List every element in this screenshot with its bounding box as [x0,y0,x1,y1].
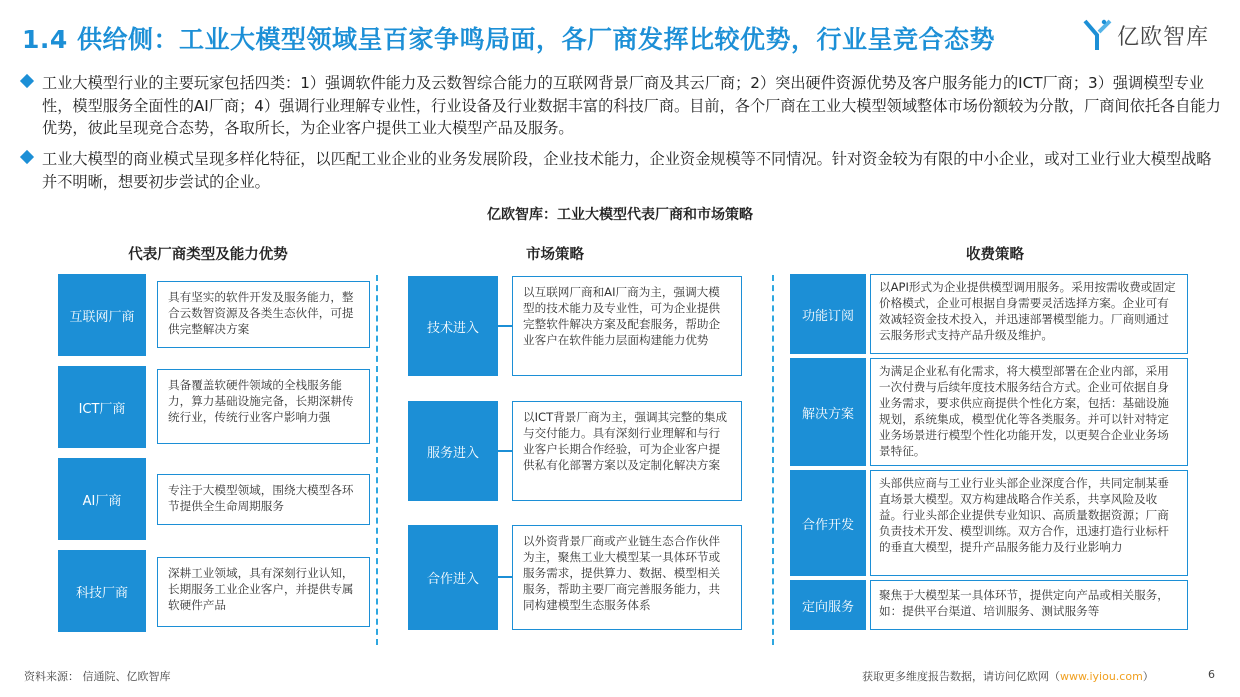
market-label-service-entry: 服务进入 [408,401,498,501]
website-link[interactable]: www.iyiou.com [1060,670,1143,683]
page-title: 1.4 供给侧：工业大模型领域呈百家争鸣局面，各厂商发挥比较优势，行业呈竞合态势 [22,25,995,54]
market-desc-service-entry: 以ICT背景厂商为主，强调其完整的集成与交付能力。具有深刻行业理解和与行业客户长期合作经验，可为企业客户提供私有化部署方案以及定制化解决方案 [512,401,742,501]
vendor-label-internet: 互联网厂商 [58,274,146,356]
logo-text: 亿欧智库 [1117,24,1210,50]
vendor-label-tech: 科技厂商 [58,550,146,632]
market-desc-tech-entry: 以互联网厂商和AI厂商为主，强调大模型的技术能力及专业性，可为企业提供完整软件解决方案及配套服务，帮助企业客户在软件能力层面构建能力优势 [512,276,742,376]
column-divider [376,275,378,645]
pricing-label-subscription: 功能订阅 [790,274,866,354]
diamond-bullet-icon [20,150,34,164]
column-heading-pricing: 收费策略 [966,247,1024,263]
connector-line [498,576,512,578]
yiou-logo-icon [1083,18,1113,52]
column-heading-market: 市场策略 [526,247,584,263]
connector-line [498,450,512,452]
source-note: 资料来源： 信通院、亿欧智库 [24,670,171,683]
bullet-paragraph-2: 工业大模型的商业模式呈现多样化特征，以匹配工业企业的业务发展阶段，企业技术能力，企业资金规模等不同情况。针对资金较为有限的中小企业，或对工业行业大模型战略并不明晰，想要初步尝试的企业。 [22,148,1222,193]
diamond-bullet-icon [20,74,34,88]
pricing-desc-solution: 为满足企业私有化需求，将大模型部署在企业内部，采用一次付费与后续年度技术服务结合方式。企业可依据自身业务需求，要求供应商提供个性化方案，包括：基础设施规划，系统集成，模型优化等各类服务。并可以针对特定业务场景进行模型个性化功能开发，以更契合企业业务场景特征。 [870,358,1188,466]
vendor-desc-internet: 具有坚实的软件开发及服务能力，整合云数智资源及各类生态伙伴，可提供完整解决方案 [157,281,370,348]
pricing-desc-subscription: 以API形式为企业提供模型调用服务。采用按需收费或固定价格模式，企业可根据自身需要灵活选择方案。企业可有效减轻资金技术投入，并迅速部署模型能力。厂商则通过云服务形式支持产品升级及维护。 [870,274,1188,354]
column-divider [772,275,774,645]
vendor-desc-tech: 深耕工业领域，具有深刻行业认知，长期服务工业企业客户，并提供专属软硬件产品 [157,557,370,627]
market-desc-partner-entry: 以外资背景厂商或产业链生态合作伙伴为主，聚焦工业大模型某一具体环节或服务需求，提供算力、数据、模型相关服务，帮助主要厂商完善服务能力，共同构建模型生态服务体系 [512,525,742,630]
pricing-desc-targeted-service: 聚焦于大模型某一具体环节，提供定向产品或相关服务，如：提供平台渠道、培训服务、测试服务等 [870,580,1188,630]
vendor-label-ai: AI厂商 [58,458,146,540]
pricing-label-targeted-service: 定向服务 [790,580,866,630]
column-heading-vendors: 代表厂商类型及能力优势 [128,247,288,263]
vendor-desc-ict: 具备覆盖软硬件领域的全栈服务能力，算力基础设施完备，长期深耕传统行业，传统行业客户影响力强 [157,369,370,444]
market-label-partner-entry: 合作进入 [408,525,498,630]
figure-title: 亿欧智库：工业大模型代表厂商和市场策略 [487,207,753,223]
market-label-tech-entry: 技术进入 [408,276,498,376]
page-number: 6 [1208,668,1215,681]
vendor-label-ict: ICT厂商 [58,366,146,448]
vendor-desc-ai: 专注于大模型领域，围绕大模型各环节提供全生命周期服务 [157,474,370,525]
logo [1083,18,1209,52]
pricing-label-co-development: 合作开发 [790,470,866,576]
bullet-paragraph-1: 工业大模型行业的主要玩家包括四类：1）强调软件能力及云数智综合能力的互联网背景厂商及其云厂商；2）突出硬件资源优势及客户服务能力的ICT厂商；3）强调模型专业性，模型服务全面性的AI厂商；4）强调行业理解专业性，行业设备及行业数据丰富的科技厂商。目前，各个厂商在工业大模型领域整体市场份额较为分散，厂商间依托各自能力优势，彼此呈现竞合态势，各取所长，为企业客户提供工业大模型产品及服务。 [22,72,1222,140]
footer-note: 获取更多维度报告数据，请访问亿欧网（www.iyiou.com） [862,670,1154,683]
connector-line [498,325,512,327]
pricing-desc-co-development: 头部供应商与工业行业头部企业深度合作，共同定制某垂直场景大模型。双方构建战略合作关系，共享风险及收益。行业头部企业提供专业知识、高质量数据资源；厂商负责技术开发、模型训练。双方合作，迅速打造行业标杆的垂直大模型，提升产品服务能力及行业影响力 [870,470,1188,576]
pricing-label-solution: 解决方案 [790,358,866,466]
